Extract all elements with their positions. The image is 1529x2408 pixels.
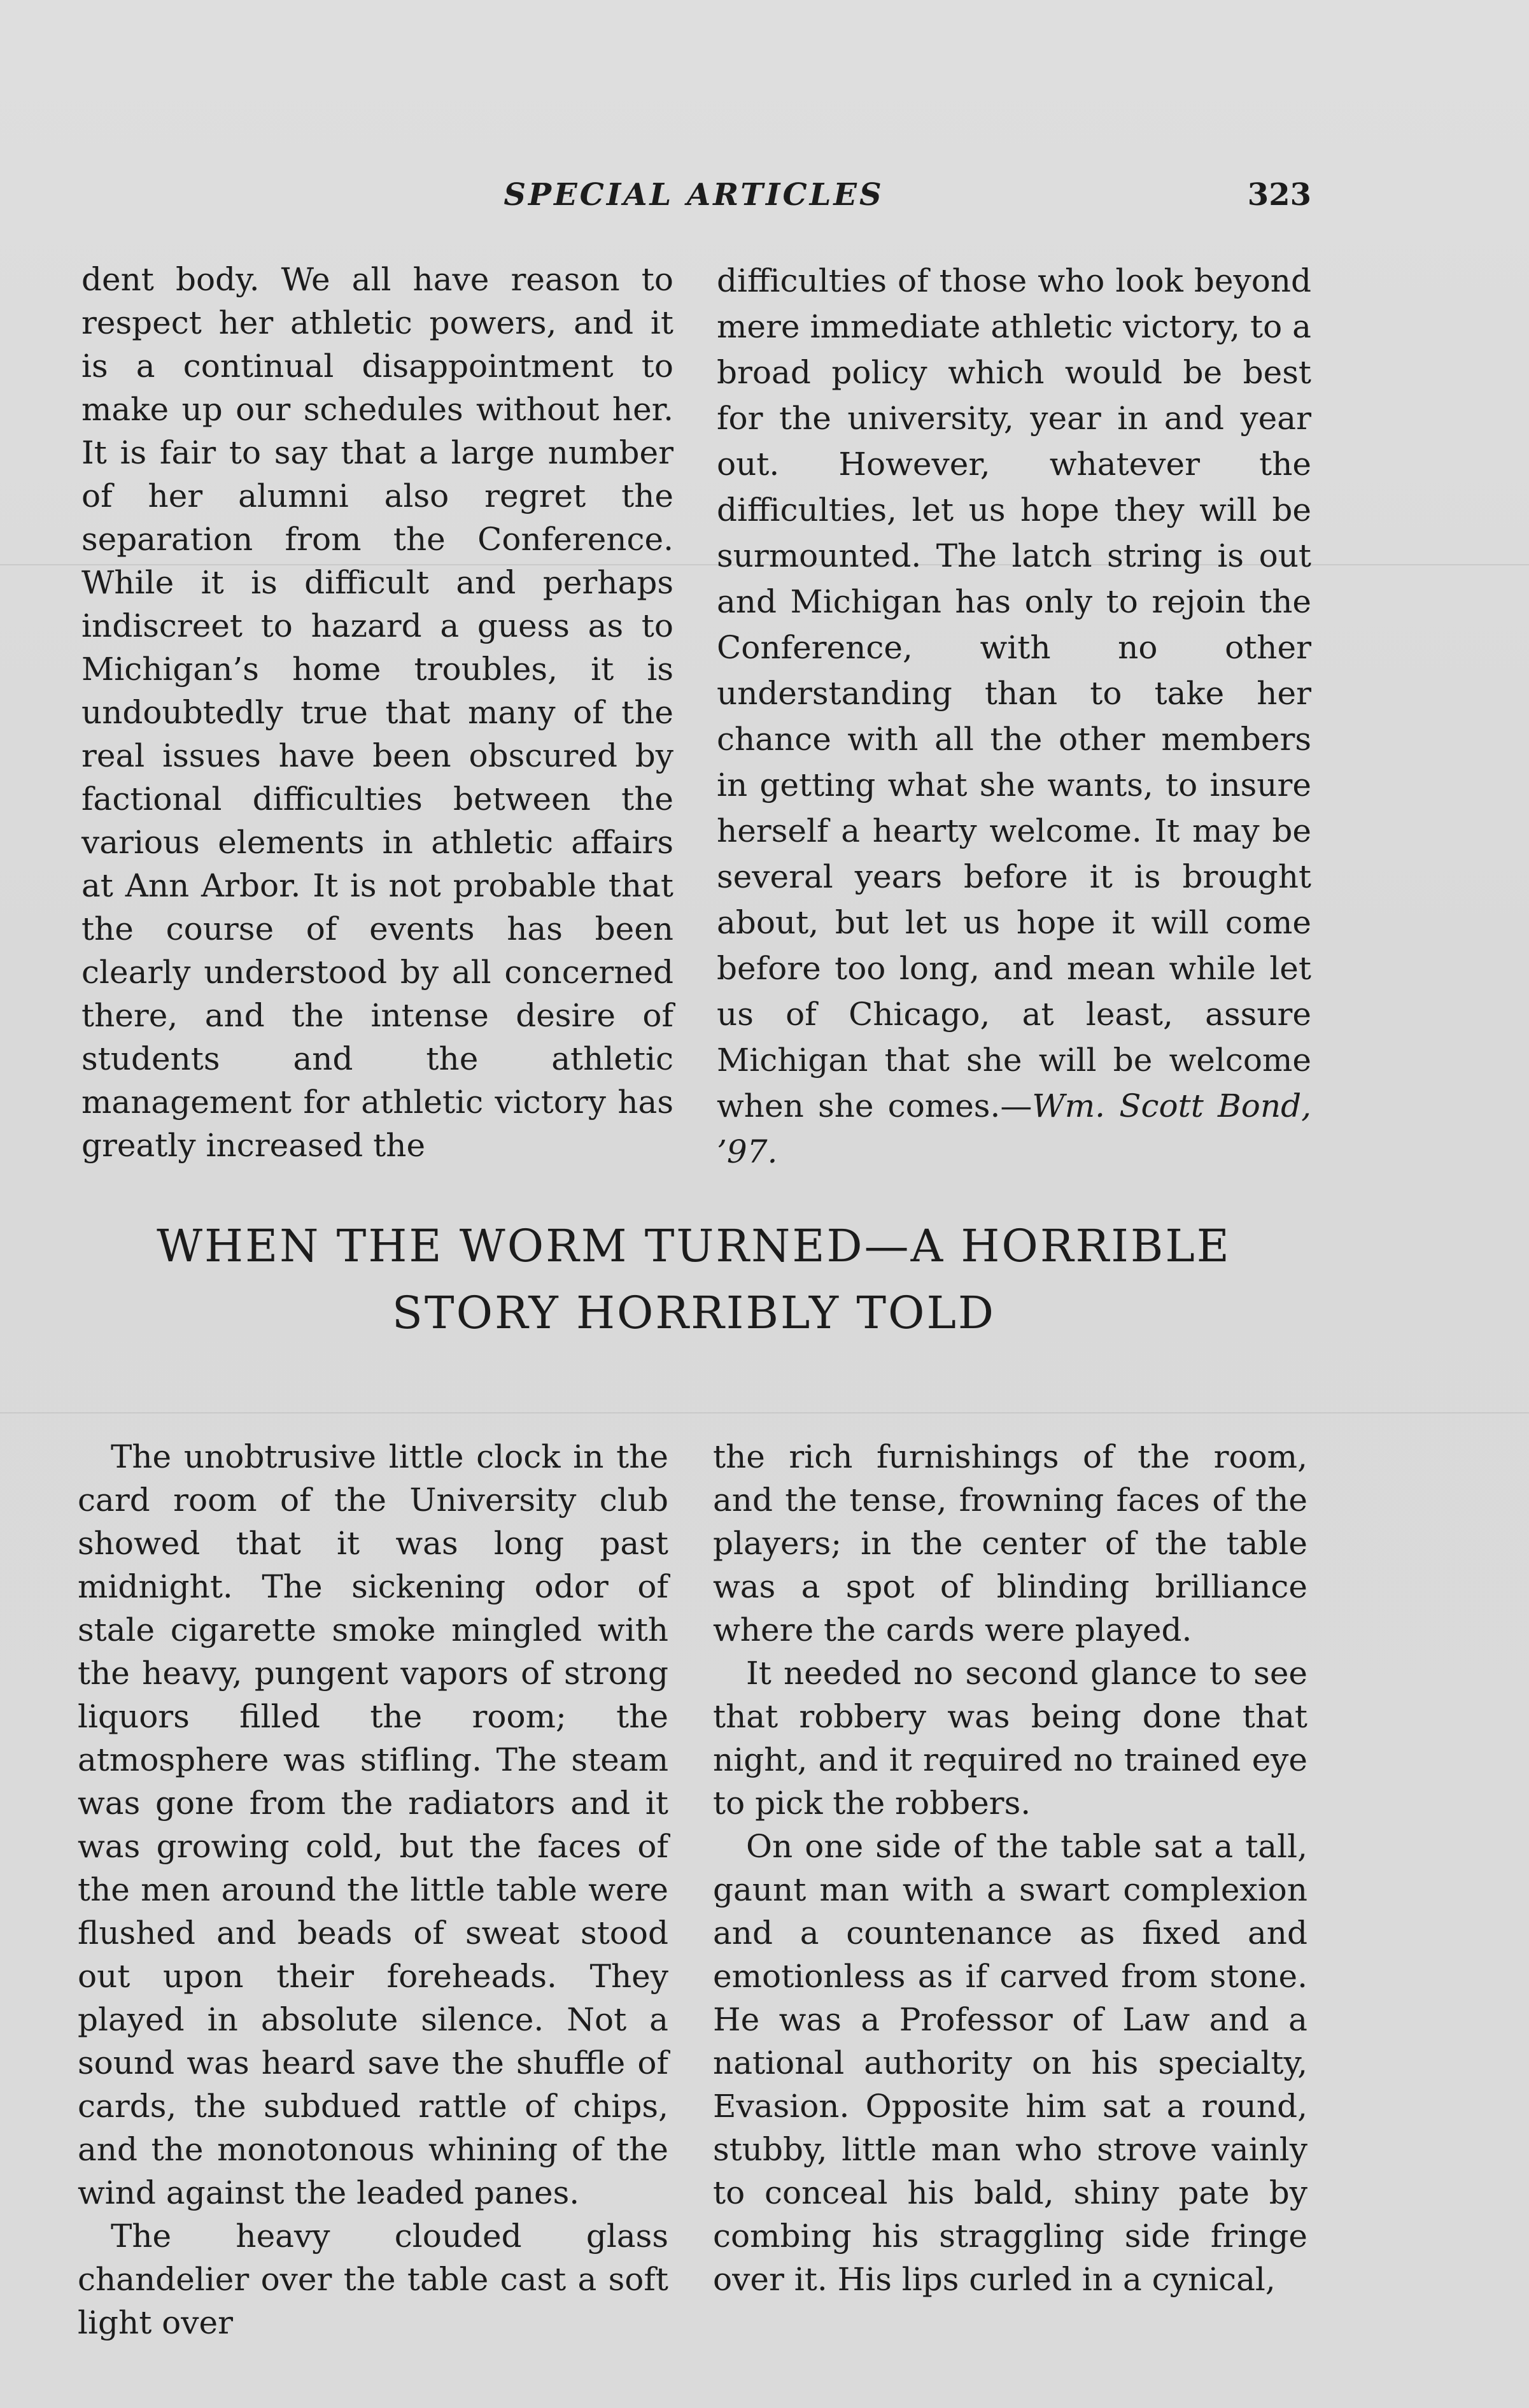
article1-right-text: difficulties of those who look beyond mere immediate athletic victory, to a broad policy which would be best for the university, year in and year out. However, whatever the difficulties, let us hope they will be surmounted. The latch string is out and Michigan has only to rejoin the Conference, with no other understanding than to take her chance with all the other members in getting what she wants, to insure herself a hearty welcome. It may be several years before it is brought about, but let us hope it will come before too long, and mean while let us of Chicago, at least, assure Michigan that she will be welcome when she comes.—: [717, 262, 1311, 1124]
article1-right-paragraph: [717, 258, 1311, 1175]
article2-left-paragraph: The heavy clouded glass chandelier over the table cast a soft light over: [78, 2218, 668, 2341]
page-number: 323: [1247, 177, 1311, 213]
running-head: SPECIAL ARTICLES: [504, 177, 884, 213]
article1-left-paragraph: dent body. We all have reason to respect her athletic powers, and it is a continual disappointment to make up our schedules without her. It is fair to say that a large number of her alumni also regret the separation from the Conference. While it is difficult and perhaps indiscreet to hazard a guess as to Michigan’s home troubles, it is undoubtedly true that many of the real issues have been obscured by factional difficulties between the various elements in athletic affairs at Ann Arbor. It is not probable that the course of events has been clearly understood by all concerned there, and the intense desire of students and the athletic management for athletic victory has greatly increased the: [81, 261, 673, 1164]
article1-right-column: [717, 258, 1311, 1175]
article1-left-column: [81, 258, 673, 1167]
article2-title-line2: STORY HORRIBLY TOLD: [391, 1287, 996, 1339]
article2-right-column: [713, 1435, 1307, 2301]
article2-left-column: [78, 1435, 668, 2344]
article2-right-paragraph: It needed no second glance to see that robbery was being done that night, and it required no trained eye to pick the robbers.: [713, 1655, 1307, 1822]
page-fold-line: [0, 1412, 1529, 1413]
article2-title: [76, 1213, 1311, 1347]
article2-left-paragraph: The unobtrusive little clock in the card room of the University club showed that it was long past midnight. The sickening odor of stale cigarette smoke mingled with the heavy, pungent vapors of strong liquors filled the room; the atmosphere was stifling. The steam was gone from the radiators and it was growing cold, but the faces of the men around the little table were flushed and beads of sweat stood out upon their foreheads. They played in absolute silence. Not a sound was heard save the shuffle of cards, the subdued rattle of chips, and the monotonous whining of the wind against the leaded panes.: [78, 1438, 668, 2211]
article2-title-line1: WHEN THE WORM TURNED—A HORRIBLE: [157, 1220, 1231, 1272]
page-header: [76, 177, 1311, 228]
article1-signature: Wm. Scott Bond, ’97.: [717, 1087, 1311, 1170]
article2-right-paragraph: the rich furnishings of the room, and the tense, frowning faces of the players; in the center of the table was a spot of blinding brilliance where the cards were played.: [713, 1438, 1307, 1648]
article2-right-paragraph: On one side of the table sat a tall, gaunt man with a swart complexion and a countenance as fixed and emotionless as if carved from stone. He was a Professor of Law and a national authority on his specialty, Evasion. Opposite him sat a round, stubby, little man who strove vainly to conceal his bald, shiny pate by combing his straggling side fringe over it. His lips curled in a cynical,: [713, 1828, 1307, 2298]
